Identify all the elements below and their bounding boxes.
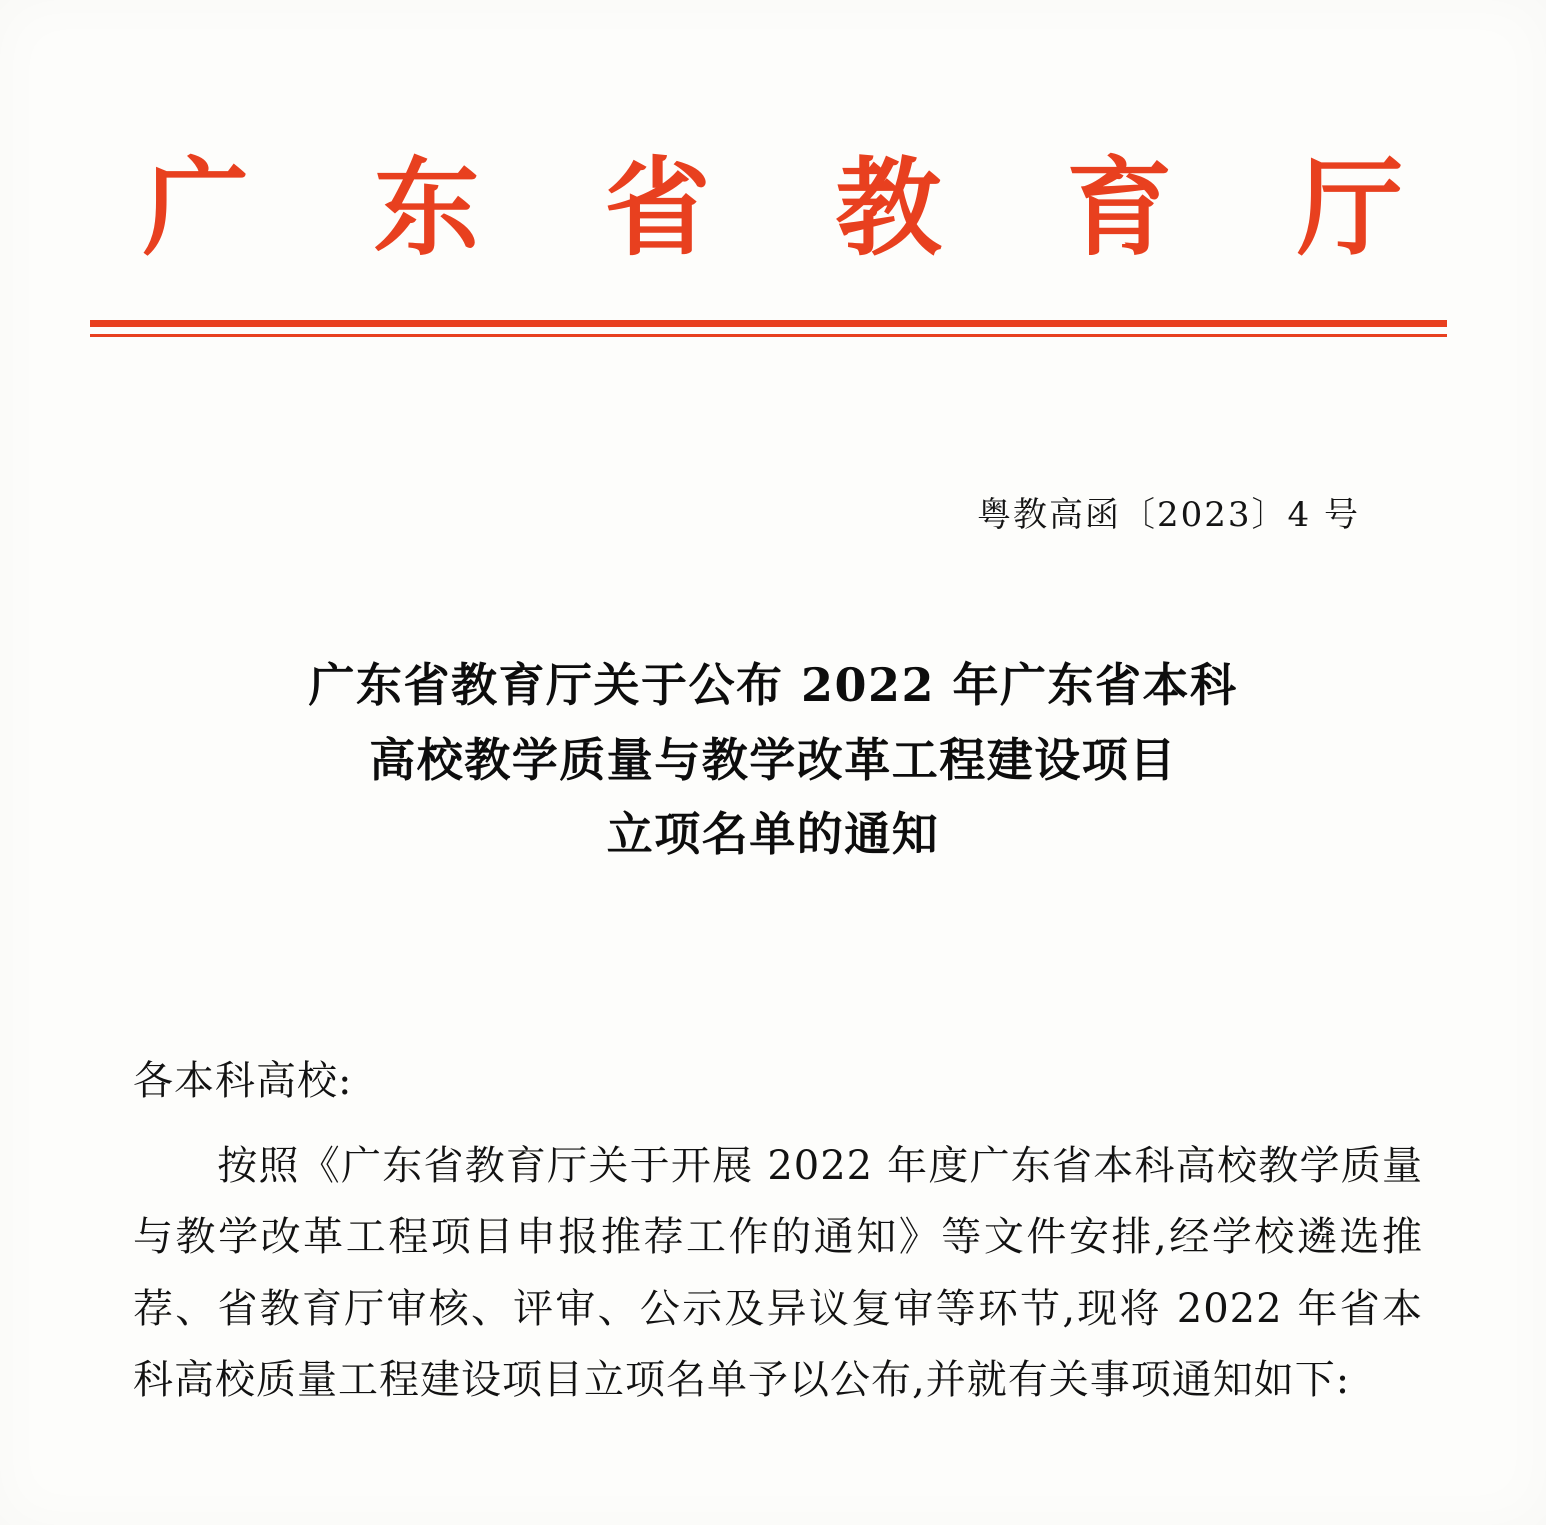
document-title-line-3: 立项名单的通知 bbox=[606, 807, 940, 862]
body-paragraph-1 bbox=[133, 1131, 1423, 1416]
letterhead-divider-gap bbox=[90, 327, 1447, 334]
document-number: 粤教高函〔2023〕4 号 bbox=[977, 495, 1360, 535]
document-title-line-2: 高校教学质量与教学改革工程建设项目 bbox=[369, 732, 1177, 787]
letterhead-divider bbox=[90, 320, 1447, 337]
issuing-organization-title: 广 东 省 教 育 厅 bbox=[142, 145, 1448, 270]
letterhead-divider-thin-line bbox=[90, 334, 1447, 337]
salutation: 各本科高校: bbox=[133, 1058, 353, 1104]
document-title bbox=[0, 648, 1546, 872]
body-paragraph-1-text: 按照《广东省教育厅关于开展 2022 年度广东省本科高校教学质量与教学改革工程项目申报推荐工作的通知》等文件安排,经学校遴选推荐、省教育厅审核、评审、公示及异议复审等环节,现将 2022 年省本科高校质量工程建设项目立项名单予以公布,并就有关事项通知如下: bbox=[133, 1143, 1423, 1403]
document-title-line-1: 广东省教育厅关于公布 2022 年广东省本科 bbox=[308, 658, 1238, 712]
letterhead bbox=[0, 145, 1546, 270]
document-body bbox=[133, 1046, 1423, 1416]
letterhead-divider-thick-line bbox=[90, 320, 1447, 327]
